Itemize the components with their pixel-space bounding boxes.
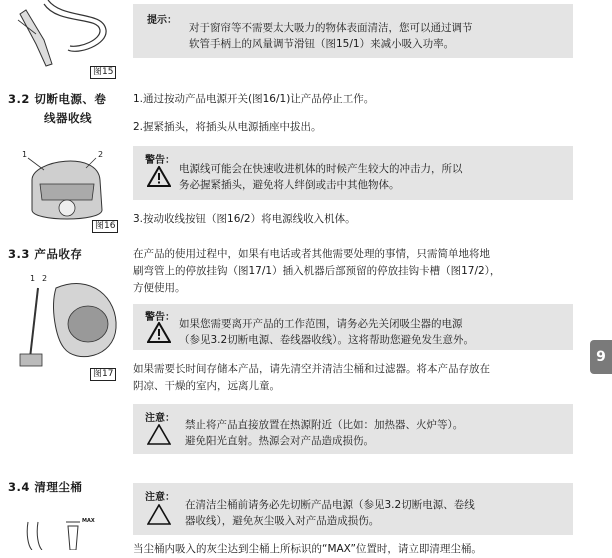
figure-16-callout-2: 2 [98, 150, 104, 159]
dust-bin-illustration [16, 512, 116, 550]
section-3-3-para-line-3: 方便使用。 [133, 282, 186, 294]
warning-icon [147, 166, 171, 187]
vacuum-parked-illustration [16, 268, 124, 382]
warning-3-2-line-2: 务必握紧插头，避免将人绊倒或击中其他物体。 [179, 179, 400, 191]
warning-label: 警告： [145, 155, 175, 166]
tip-box [133, 4, 573, 58]
caution-3-4-line-2: 器收线），避免灰尘吸入对产品造成损伤。 [185, 515, 380, 527]
caution-label: 注意： [145, 413, 175, 424]
section-3-2-step1: 1.通过按动产品电源开关(图16/1)让产品停止工作。 [133, 93, 375, 105]
section-3-4-partial-line: 当尘桶内吸入的灰尘达到尘桶上所标识的“MAX”位置时，请立即清理尘桶。 [133, 543, 482, 555]
warning-label: 警告： [145, 312, 175, 323]
warning-3-3-line-1: 如果您需要离开产品的工作范围，请务必先关闭吸尘器的电源 [179, 318, 463, 330]
tip-line-2: 软管手柄上的风量调节滑钮（图15/1）来减小吸入功率。 [189, 38, 455, 50]
figure-17 [16, 268, 124, 382]
section-3-2-step3: 3.按动收线按钮（图16/2）将电源线收入机体。 [133, 213, 356, 225]
warning-box-3-3 [133, 304, 573, 350]
figure-15-label: 图15 [90, 66, 116, 79]
figure-16-label: 图16 [92, 220, 118, 233]
figure-18-partial [16, 512, 116, 550]
fig18-max-label: MAX [82, 518, 95, 524]
page-number-tab: 9 [590, 340, 612, 374]
caution-triangle-icon [147, 504, 171, 525]
figure-16-callout-1: 1 [22, 150, 28, 159]
caution-3-3-line-1: 禁止将产品直接放置在热源附近（比如：加热器、火炉等）。 [185, 419, 464, 431]
section-3-2-title-line2: 线器收线 [44, 111, 92, 125]
storage-line-2: 阴凉、干燥的室内，远离儿童。 [133, 380, 280, 392]
tip-label: 提示： [147, 15, 177, 26]
caution-box-3-4 [133, 483, 573, 535]
caution-triangle-icon [147, 424, 171, 445]
section-3-3-para-line-1: 在产品的使用过程中，如果有电话或者其他需要处理的事情，只需简单地将地 [133, 248, 490, 260]
figure-17-label: 图17 [90, 368, 116, 381]
tip-line-1: 对于窗帘等不需要太大吸力的物体表面清洁，您可以通过调节 [189, 22, 473, 34]
section-3-2-step2: 2.握紧插头，将插头从电源插座中拔出。 [133, 121, 322, 133]
warning-3-3-line-2: （参见3.2切断电源、卷线器收线）。这将帮助您避免发生意外。 [179, 334, 474, 346]
section-3-4-title: 3.4 清理尘桶 [8, 480, 83, 494]
warning-box-3-2 [133, 146, 573, 200]
warning-3-2-line-1: 电源线可能会在快速收进机体的时候产生较大的冲击力，所以 [179, 163, 463, 175]
caution-3-3-line-2: 避免阳光直射。热源会对产品造成损伤。 [185, 435, 374, 447]
figure-17-callout-1: 1 [30, 274, 36, 283]
caution-3-4-line-1: 在清洁尘桶前请务必先切断产品电源（参见3.2切断电源、卷线 [185, 499, 475, 511]
section-3-2-title [8, 90, 106, 128]
warning-icon [147, 322, 171, 343]
figure-15 [8, 0, 118, 80]
section-3-2-title-line1: 3.2 切断电源、卷 [8, 92, 107, 106]
caution-label: 注意： [145, 492, 175, 503]
caution-box-3-3 [133, 404, 573, 454]
figure-17-callout-2: 2 [42, 274, 48, 283]
storage-line-1: 如果需要长时间存储本产品，请先清空并清洁尘桶和过滤器。将本产品存放在 [133, 363, 490, 375]
section-3-3-title: 3.3 产品收存 [8, 247, 83, 261]
figure-16 [18, 140, 124, 234]
section-3-3-para-line-2: 刷弯管上的停放挂钩（图17/1）插入机器后部预留的停放挂钩卡槽（图17/2）， [133, 265, 501, 277]
